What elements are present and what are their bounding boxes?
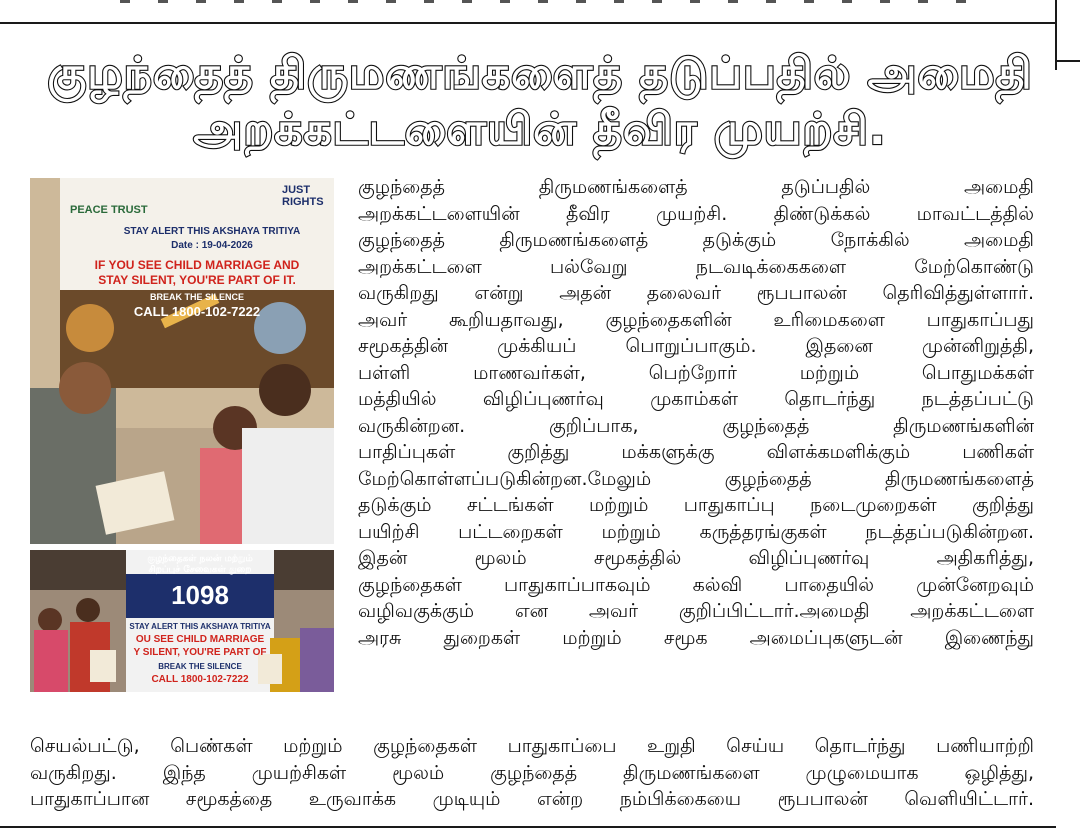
headline-line2: அறக்கட்டளையின் தீவிர முயற்சி. bbox=[193, 104, 887, 155]
banner-call: CALL 1800-102-7222 bbox=[133, 304, 261, 319]
article-full-line: செயல்பட்டு, பெண்கள் மற்றும் குழந்தைகள் பாதுகாப்பை உறுதி செய்ய தொடர்ந்து பணியாற்றி bbox=[30, 735, 1034, 757]
banner-main-2: STAY SILENT, YOU'RE PART OF IT. bbox=[98, 273, 296, 287]
article-line: அவர் கூறியதாவது, குழந்தைகளின் உரிமைகளை பாதுகாப்பது bbox=[358, 308, 1034, 331]
article-line: சமூகத்தின் முக்கியப் பொறுப்பாகும். இதனை முன்னிறுத்தி, bbox=[358, 335, 1034, 357]
helpline-number: 1098 bbox=[171, 580, 229, 610]
top-rule bbox=[0, 22, 1056, 24]
article-line: வருகிறது என்று அதன் தலைவர் ரூபபாலன் தெரிவித்துள்ளார். bbox=[358, 282, 1034, 304]
banner2-main: OU SEE CHILD MARRIAGE bbox=[135, 634, 265, 645]
article-full-line: வருகிறது. இந்த முயற்சிகள் மூலம் குழந்தைத் திருமணங்களை முழுமையாக ஒழித்து, bbox=[30, 761, 1034, 784]
article-line: மத்தியில் விழிப்புணர்வு முகாம்கள் தொடர்ந்து நடத்தப்பட்டு bbox=[358, 388, 1034, 410]
photo-group-pamphlets bbox=[30, 550, 334, 692]
banner-tamil-1: குழந்தைகள் நலன் மற்றும் bbox=[147, 554, 253, 564]
article-line: குழந்தைத் திருமணங்களைத் தடுக்கும் நோக்கில் அமைதி bbox=[358, 229, 1034, 251]
banner-break-silence: BREAK THE SILENCE bbox=[149, 292, 244, 302]
headline-line1: குழந்தைத் திருமணங்களைத் தடுப்பதில் அமைதி bbox=[47, 48, 1033, 99]
just-rights-logo: JUST RIGHTS bbox=[282, 184, 324, 208]
banner2-break: BREAK THE SILENCE bbox=[158, 662, 242, 671]
article-line: குழந்தைத் திருமணங்களைத் தடுப்பதில் அமைதி bbox=[358, 176, 1034, 198]
bottom-rule bbox=[0, 826, 1056, 828]
banner2-main-2: Y SILENT, YOU'RE PART OF bbox=[133, 647, 267, 658]
article-column bbox=[358, 174, 1034, 651]
article-line: மேற்கொள்ளப்படுகின்றன.மேலும் குழந்தைத் திருமணங்களைத் bbox=[358, 467, 1034, 490]
banner-stay-alert: STAY ALERT THIS AKSHAYA TRITIYA bbox=[123, 226, 301, 237]
article-line: அறக்கட்டளை பல்வேறு நடவடிக்கைகளை மேற்கொண்டு bbox=[358, 255, 1034, 278]
banner-main-1: IF YOU SEE CHILD MARRIAGE AND bbox=[94, 258, 300, 272]
banner-tamil-2: சிறப்புச் சேவைகள் துறை bbox=[148, 565, 252, 575]
article-line: பயிற்சி பட்டறைகள் மற்றும் கருத்தரங்குகள் நடத்தப்படுகின்றன. bbox=[358, 520, 1034, 543]
article-line: அரசு துறைகள் மற்றும் சமூக அமைப்புகளுடன் இணைந்து bbox=[358, 626, 1034, 649]
peace-trust-logo: PEACE TRUST bbox=[70, 204, 148, 216]
article-line: குழந்தைகள் பாதுகாப்பாகவும் கல்வி பாதையில் முன்னேறவும் bbox=[358, 573, 1034, 596]
article-line: வருகின்றன. குறிப்பாக, குழந்தைத் திருமணங்களின் bbox=[358, 414, 1034, 437]
top-cut-text bbox=[120, 0, 980, 3]
photo-banner-handover bbox=[30, 178, 334, 544]
article-line: வழிவகுக்கும் என அவர் குறிப்பிட்டார்.அமைதி அறக்கட்டளை bbox=[358, 600, 1034, 622]
article-line: பாதிப்புகள் குறித்து மக்களுக்கு விளக்கமளிக்கும் பணிகள் bbox=[358, 441, 1034, 463]
article-full-width bbox=[30, 733, 1034, 813]
article-full-line: பாதுகாப்பான சமூகத்தை உருவாக்க முடியும் என்ற நம்பிக்கையை ரூபபாலன் வெளியிட்டார். bbox=[30, 788, 1034, 810]
banner2-stay-alert: STAY ALERT THIS AKSHAYA TRITIYA bbox=[129, 622, 271, 631]
article-line: இதன் மூலம் சமூகத்தில் விழிப்புணர்வு அதிகரித்து, bbox=[358, 547, 1034, 569]
article-line: அறக்கட்டளையின் தீவிர முயற்சி. திண்டுக்கல் மாவட்டத்தில் bbox=[358, 202, 1034, 225]
banner2-call: CALL 1800-102-7222 bbox=[151, 674, 249, 685]
article-line: பள்ளி மாணவர்கள், பெற்றோர் மற்றும் பொதுமக்கள் bbox=[358, 361, 1034, 384]
article-line: தடுக்கும் சட்டங்கள் மற்றும் பாதுகாப்பு நடைமுறைகள் குறித்து bbox=[358, 494, 1034, 516]
banner-date: Date : 19-04-2026 bbox=[171, 240, 253, 251]
